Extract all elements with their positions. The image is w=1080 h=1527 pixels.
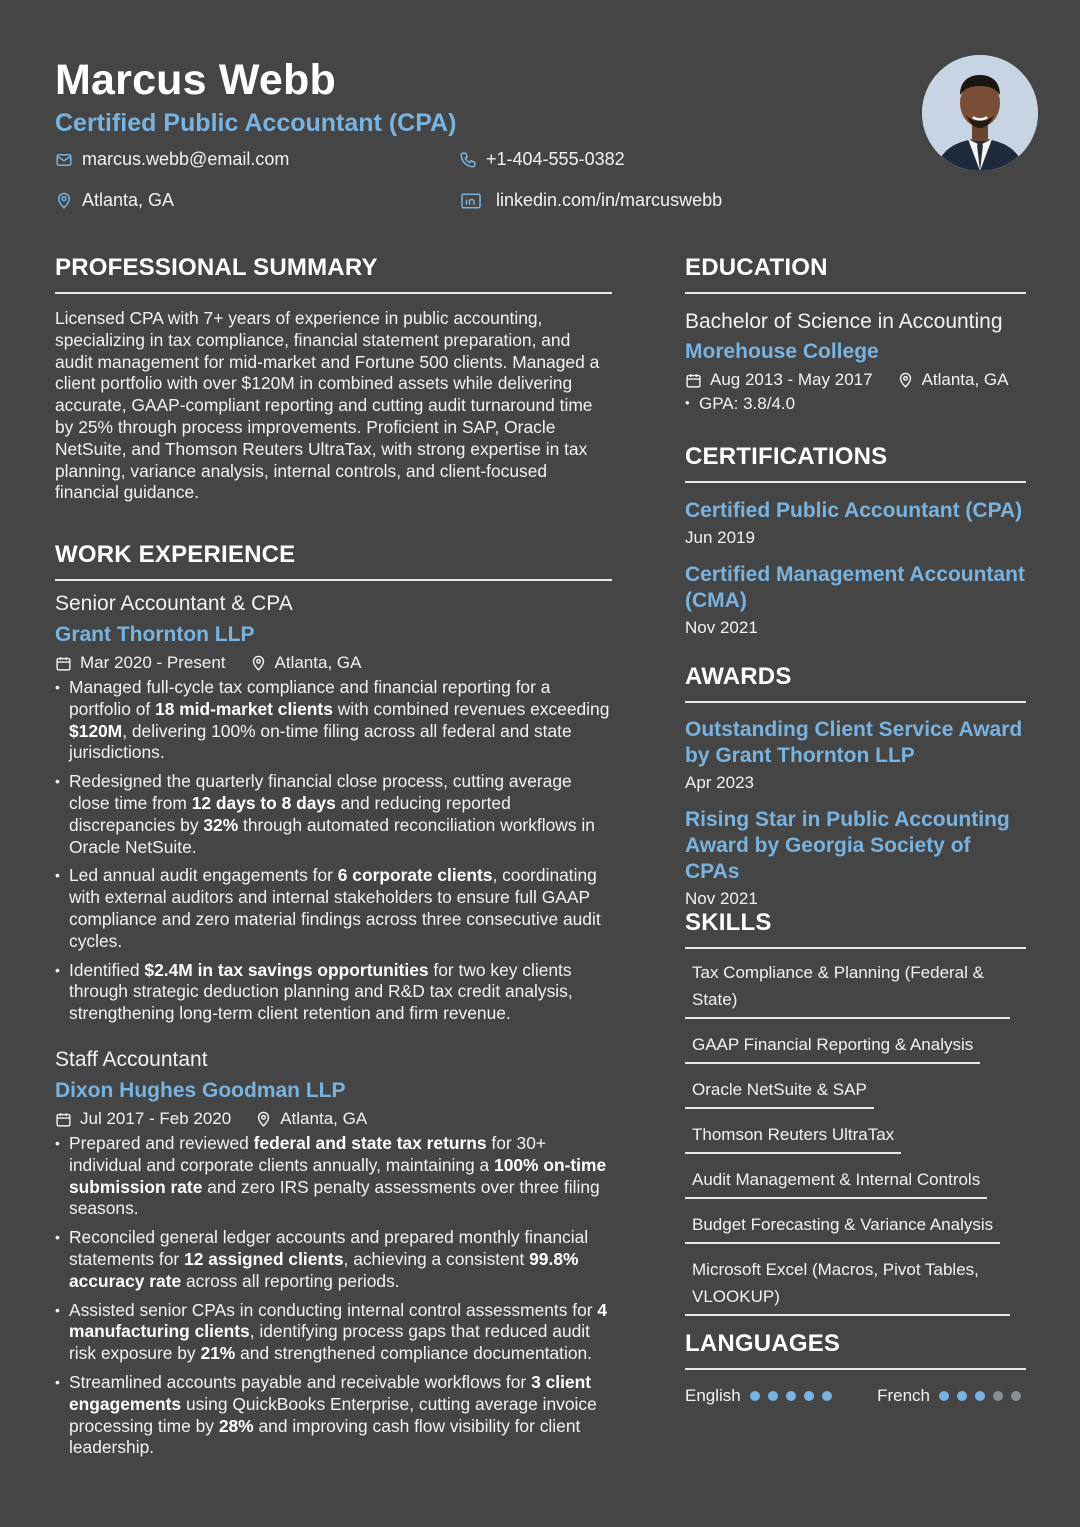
job-company: Dixon Hughes Goodman LLP [55, 1079, 346, 1102]
experience-section [55, 541, 612, 581]
skill-tag: Thomson Reuters UltraTax [685, 1121, 901, 1154]
proficiency-dot-filled [975, 1391, 985, 1401]
job-bullet: • Assisted senior CPAs in conducting internal control assessments for 4 manufacturing clients, identifying process gaps that reduced audit risk exposure by 21% and strengthened compliance documentation. [55, 1300, 612, 1365]
proficiency-dot-filled [822, 1391, 832, 1401]
job-entry-1 [55, 592, 612, 1032]
calendar-icon [55, 1111, 72, 1128]
proficiency-dot-filled [939, 1391, 949, 1401]
contact-location [55, 190, 174, 211]
job-dates: Jul 2017 - Feb 2020 [80, 1109, 232, 1128]
education-location: Atlanta, GA [921, 370, 1009, 389]
proficiency-dots [750, 1391, 840, 1401]
linkedin-text: linkedin.com/in/marcuswebb [496, 190, 723, 210]
mail-icon [55, 151, 73, 169]
linkedin-icon [459, 192, 483, 210]
award-date: Apr 2023 [685, 773, 754, 792]
contact-email[interactable] [55, 149, 289, 170]
education-dates: Aug 2013 - May 2017 [710, 370, 873, 389]
language-name: French [877, 1386, 930, 1405]
phone-icon [459, 151, 477, 169]
languages-section [685, 1330, 1026, 1406]
candidate-name: Marcus Webb [55, 56, 336, 104]
language-item [877, 1386, 1029, 1406]
proficiency-dot-empty [1011, 1391, 1021, 1401]
skill-tag: GAAP Financial Reporting & Analysis [685, 1031, 980, 1064]
location-text: Atlanta, GA [82, 190, 175, 210]
job-location: Atlanta, GA [274, 653, 362, 672]
section-divider [685, 481, 1026, 483]
phone-text: +1-404-555-0382 [486, 149, 625, 169]
skill-tag: Budget Forecasting & Variance Analysis [685, 1211, 1000, 1244]
section-divider [685, 1368, 1026, 1370]
certification-item [685, 498, 1026, 548]
job-bullet: • Led annual audit engagements for 6 corporate clients, coordinating with external auditors and internal stakeholders to ensure full GAAP compliance and zero material findings across three consecutive audit cycles. [55, 865, 612, 952]
award-name: Outstanding Client Service Award by Grant Thornton LLP [685, 718, 1023, 767]
certification-name: Certified Management Accountant (CMA) [685, 563, 1025, 612]
job-meta [55, 1109, 612, 1129]
job-bullet: • Managed full-cycle tax compliance and financial reporting for a portfolio of 18 mid-market clients with combined revenues exceeding $120M, delivering 100% on-time filing across all federal and state jurisdictions. [55, 677, 612, 764]
job-bullets [55, 677, 612, 1025]
section-divider [685, 947, 1026, 949]
job-location: Atlanta, GA [280, 1109, 368, 1128]
section-divider [55, 579, 612, 581]
candidate-title: Certified Public Accountant (CPA) [55, 109, 457, 137]
skill-tag: Tax Compliance & Planning (Federal & State) [685, 959, 1010, 1019]
job-bullet: • Redesigned the quarterly financial close process, cutting average close time from 12 days to 8 days and reducing reported discrepancies by 32% through automated reconciliation workflows in Oracle NetSuite. [55, 771, 612, 858]
proficiency-dot-filled [750, 1391, 760, 1401]
location-pin-icon [250, 655, 267, 672]
location-pin-icon [55, 192, 73, 210]
skills-section [685, 909, 1026, 1328]
skills-heading: SKILLS [685, 909, 772, 936]
skill-list [685, 959, 1026, 1316]
certifications-heading: CERTIFICATIONS [685, 443, 888, 470]
language-name: English [685, 1386, 741, 1405]
calendar-icon [55, 655, 72, 672]
education-meta [685, 370, 1026, 390]
section-divider [685, 701, 1026, 703]
job-bullet: • Identified $2.4M in tax savings opportunities for two key clients through strategic deduction planning and R&D tax credit analysis, strengthening long-term client retention and firm revenue. [55, 960, 612, 1025]
job-entry-2 [55, 1048, 612, 1466]
contact-phone[interactable] [459, 149, 625, 170]
job-bullet: • Prepared and reviewed federal and state tax returns for 30+ individual and corporate clients annually, maintaining a 100% on-time submission rate and zero IRS penalty assessments over three filing seasons. [55, 1133, 612, 1220]
language-list [685, 1386, 1029, 1406]
languages-heading: LANGUAGES [685, 1330, 841, 1357]
section-divider [685, 292, 1026, 294]
email-text: marcus.webb@email.com [82, 149, 290, 169]
skill-tag: Oracle NetSuite & SAP [685, 1076, 874, 1109]
calendar-icon [685, 372, 702, 389]
certification-item [685, 562, 1026, 638]
certification-date: Jun 2019 [685, 528, 755, 547]
proficiency-dots [939, 1391, 1029, 1401]
job-bullet: • Streamlined accounts payable and receivable workflows for 3 client engagements using QuickBooks Enterprise, cutting average invoice processing time by 28% and improving cash flow visibility for client leadership. [55, 1372, 612, 1459]
proficiency-dot-filled [957, 1391, 967, 1401]
awards-section [685, 663, 1026, 909]
job-dates: Mar 2020 - Present [80, 653, 226, 672]
section-divider [55, 292, 612, 294]
education-section [685, 254, 1026, 414]
experience-heading: WORK EXPERIENCE [55, 541, 296, 568]
certification-name: Certified Public Accountant (CPA) [685, 499, 1023, 522]
proficiency-dot-filled [786, 1391, 796, 1401]
profile-photo [922, 55, 1038, 171]
location-pin-icon [255, 1111, 272, 1128]
award-item [685, 717, 1026, 793]
certifications-section [685, 443, 1026, 638]
award-date: Nov 2021 [685, 889, 758, 908]
location-pin-icon [897, 372, 914, 389]
job-meta [55, 653, 612, 673]
award-name: Rising Star in Public Accounting Award by Georgia Society of CPAs [685, 808, 1010, 883]
summary-section [55, 254, 612, 504]
skill-tag: Microsoft Excel (Macros, Pivot Tables, VLOOKUP) [685, 1256, 1010, 1316]
proficiency-dot-filled [804, 1391, 814, 1401]
language-item [685, 1386, 840, 1406]
education-degree: Bachelor of Science in Accounting [685, 310, 1003, 333]
contact-linkedin[interactable] [459, 190, 722, 211]
job-role: Senior Accountant & CPA [55, 592, 293, 615]
job-role: Staff Accountant [55, 1048, 208, 1071]
proficiency-dot-filled [768, 1391, 778, 1401]
awards-heading: AWARDS [685, 663, 792, 690]
education-gpa: • GPA: 3.8/4.0 [685, 394, 1026, 414]
job-bullets [55, 1133, 612, 1459]
summary-text: Licensed CPA with 7+ years of experience in public accounting, specializing in tax compliance, financial statement preparation, and audit management for mid-market and Fortune 500 clients. Managed a client portfolio with over $120M in combined assets while delivering accurate, GAAP-compliant reporting and cutting audit turnaround time by 25% through process improvements. Proficient in SAP, Oracle NetSuite, and Thomson Reuters UltraTax, with strong expertise in tax planning, variance analysis, internal controls, and client-focused financial guidance. [55, 308, 600, 503]
certification-date: Nov 2021 [685, 618, 758, 637]
summary-heading: PROFESSIONAL SUMMARY [55, 254, 378, 281]
education-heading: EDUCATION [685, 254, 828, 281]
job-company: Grant Thornton LLP [55, 623, 255, 646]
job-bullet: • Reconciled general ledger accounts and prepared monthly financial statements for 12 assigned clients, achieving a consistent 99.8% accuracy rate across all reporting periods. [55, 1227, 612, 1292]
award-item [685, 807, 1026, 909]
proficiency-dot-empty [993, 1391, 1003, 1401]
skill-tag: Audit Management & Internal Controls [685, 1166, 987, 1199]
education-school: Morehouse College [685, 340, 879, 363]
